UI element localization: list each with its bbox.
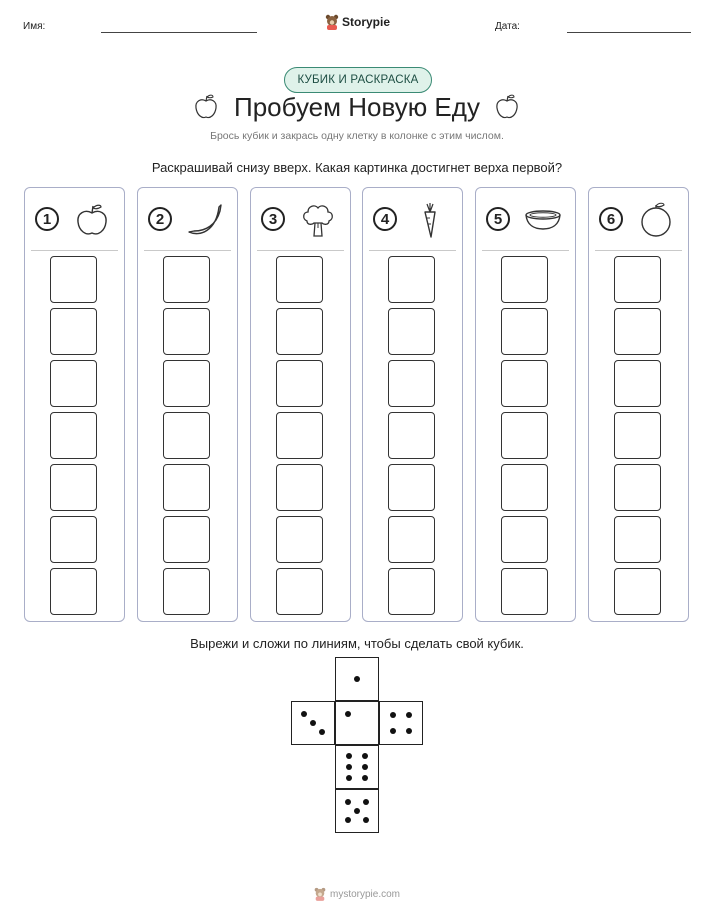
column-divider — [595, 250, 682, 251]
color-cell[interactable] — [163, 308, 210, 355]
color-cell[interactable] — [276, 308, 323, 355]
apple-outline-icon-right — [494, 93, 520, 121]
color-cell[interactable] — [163, 568, 210, 615]
color-cell[interactable] — [163, 360, 210, 407]
color-cell[interactable] — [50, 308, 97, 355]
color-cell[interactable] — [163, 412, 210, 459]
carrot-icon — [411, 201, 449, 239]
column-number: 5 — [486, 207, 510, 231]
column-number: 1 — [35, 207, 59, 231]
column-divider — [369, 250, 456, 251]
pip — [301, 711, 307, 717]
pip — [345, 799, 351, 805]
color-cell[interactable] — [276, 516, 323, 563]
column-divider — [31, 250, 118, 251]
pip — [354, 676, 360, 682]
column-3 — [250, 187, 351, 622]
pip — [363, 817, 369, 823]
column-header — [476, 188, 575, 250]
dice-face-top — [335, 657, 379, 701]
color-cell[interactable] — [388, 360, 435, 407]
dice-face-back — [335, 789, 379, 833]
date-label: Дата: — [495, 21, 520, 32]
brand-logo — [325, 14, 390, 30]
color-cell[interactable] — [50, 360, 97, 407]
pip — [345, 817, 351, 823]
column-number: 2 — [148, 207, 172, 231]
footer-url[interactable]: mystorypie.com — [329, 888, 400, 900]
color-cell[interactable] — [501, 308, 548, 355]
pip — [345, 711, 351, 717]
column-2 — [137, 187, 238, 622]
color-cell[interactable] — [50, 516, 97, 563]
color-cell[interactable] — [50, 464, 97, 511]
color-cell[interactable] — [50, 256, 97, 303]
color-cell[interactable] — [276, 360, 323, 407]
color-cell[interactable] — [501, 568, 548, 615]
color-cell[interactable] — [276, 256, 323, 303]
cut-instruction: Вырежи и сложи по линиям, чтобы сделать свой кубик. — [190, 636, 524, 651]
color-cell[interactable] — [388, 308, 435, 355]
color-cell[interactable] — [50, 568, 97, 615]
column-divider — [257, 250, 344, 251]
column-header — [25, 188, 124, 250]
color-cell[interactable] — [50, 412, 97, 459]
pip — [390, 728, 396, 734]
color-cell[interactable] — [614, 568, 661, 615]
apple-icon — [73, 201, 111, 239]
pip — [362, 775, 368, 781]
date-line[interactable] — [567, 32, 691, 33]
color-cell[interactable] — [614, 360, 661, 407]
pip — [363, 799, 369, 805]
page-title: Пробуем Новую Еду — [234, 92, 480, 122]
color-cell[interactable] — [388, 412, 435, 459]
column-6 — [588, 187, 689, 622]
pip — [362, 764, 368, 770]
column-header — [138, 188, 237, 250]
pip — [354, 808, 360, 814]
brand-name: Storypie — [342, 15, 391, 29]
color-cell[interactable] — [388, 256, 435, 303]
column-header — [251, 188, 350, 250]
footer — [0, 887, 714, 901]
activity-badge: КУБИК И РАСКРАСКА — [284, 67, 432, 93]
column-divider — [482, 250, 569, 251]
subtitle: Брось кубик и закрась одну клетку в колонке с этим числом. — [210, 130, 504, 142]
bowl-icon — [524, 201, 562, 239]
pip — [310, 720, 316, 726]
dice-face-right — [379, 701, 423, 745]
color-cell[interactable] — [501, 360, 548, 407]
banana-icon — [186, 201, 224, 239]
instruction: Раскрашивай снизу вверх. Какая картинка достигнет верха первой? — [151, 160, 563, 175]
name-label: Имя: — [23, 21, 46, 32]
color-cell[interactable] — [614, 256, 661, 303]
orange-icon — [637, 201, 675, 239]
column-number: 4 — [373, 207, 397, 231]
dice-face-left — [291, 701, 335, 745]
pip — [362, 753, 368, 759]
column-4 — [362, 187, 463, 622]
column-number: 3 — [261, 207, 285, 231]
color-cell[interactable] — [501, 412, 548, 459]
pip — [406, 712, 412, 718]
column-5 — [475, 187, 576, 622]
color-cell[interactable] — [276, 568, 323, 615]
column-1 — [24, 187, 125, 622]
color-cell[interactable] — [501, 256, 548, 303]
pip — [406, 728, 412, 734]
pip — [346, 764, 352, 770]
color-cell[interactable] — [501, 464, 548, 511]
pip — [346, 753, 352, 759]
pip — [390, 712, 396, 718]
color-cell[interactable] — [614, 412, 661, 459]
pip — [346, 775, 352, 781]
broccoli-icon — [299, 201, 337, 239]
color-cell[interactable] — [614, 516, 661, 563]
color-cell[interactable] — [163, 464, 210, 511]
color-cell[interactable] — [388, 516, 435, 563]
color-cell[interactable] — [388, 464, 435, 511]
pip — [319, 729, 325, 735]
bear-logo-icon — [314, 887, 326, 901]
bear-logo-icon — [325, 14, 339, 30]
column-divider — [144, 250, 231, 251]
color-cell[interactable] — [163, 256, 210, 303]
color-cell[interactable] — [614, 464, 661, 511]
color-cell[interactable] — [163, 516, 210, 563]
color-cell[interactable] — [276, 412, 323, 459]
color-cell[interactable] — [276, 464, 323, 511]
color-cell[interactable] — [501, 516, 548, 563]
column-header — [589, 188, 688, 250]
column-number: 6 — [599, 207, 623, 231]
dice-face-center — [335, 701, 379, 745]
color-cell[interactable] — [614, 308, 661, 355]
column-header — [363, 188, 462, 250]
dice-face-bottom — [335, 745, 379, 789]
name-line[interactable] — [101, 32, 257, 33]
color-cell[interactable] — [388, 568, 435, 615]
